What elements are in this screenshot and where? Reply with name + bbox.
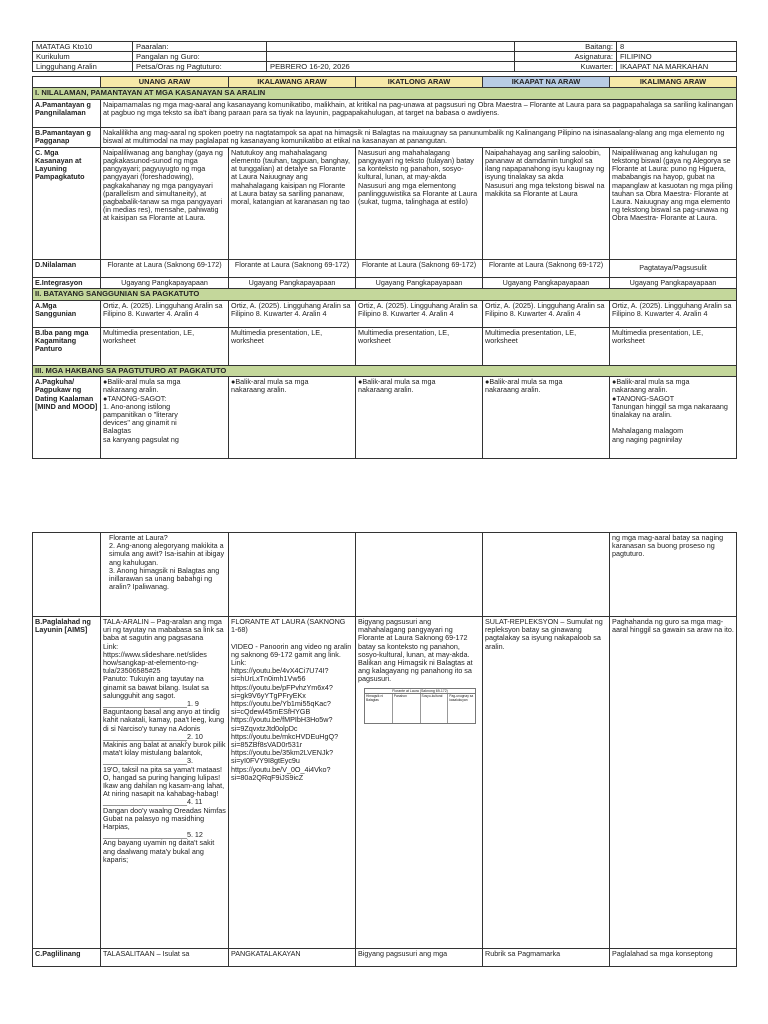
references-day-4: Ortiz, A. (2025). Lingguhang Aralin sa Filipino 8. Kuwarter 4. Aralin 4 (483, 300, 610, 327)
date-label: Petsa/Oras ng Pagtuturo: (133, 62, 267, 72)
prior-knowledge-day-2: ●Balik-aral mula sa mga nakaraang aralin. (229, 377, 356, 459)
teacher-label: Pangalan ng Guro: (133, 52, 267, 62)
materials-day-3: Multimedia presentation, LE, worksheet (356, 327, 483, 365)
continued-day-1: Florante at Laura? 2. Ang-anong alegoryang makikita a simula ang awit? Isa-isahin at ibigay ang kahulugan. 3. Anong himagsik ni Balagtas ang inillarawan sa unang babahgi ng aralin? Ipaliwanag. (101, 533, 229, 617)
development-day-2: PANGKATALAKAYAN (229, 949, 356, 967)
analysis-col-1: Himagsik ni Balagtas (365, 694, 393, 723)
development-day-1: TALASALITAAN – Isulat sa (101, 949, 229, 967)
continued-day-4 (483, 533, 610, 617)
content-standard-label: A.Pamantayan g Pangnilalaman (33, 99, 101, 127)
competency-day-4: Naipahahayag ang sariling saloobin, pananaw at damdamin tungkol sa ilang napapanahong isyu kaugnay ng isyung tinalakay sa akda Nasusuri ang mga tekstong biswal na makikita sa Florante at Laura (483, 147, 610, 259)
lesson-table-continued (32, 532, 737, 967)
subject-value: FILIPINO (617, 52, 737, 62)
content-day-1: Florante at Laura (Saknong 69-172) (101, 259, 229, 277)
continued-label (33, 533, 101, 617)
lesson-table (32, 76, 737, 459)
school-label: Paaralan: (133, 42, 267, 52)
analysis-table-title: Florante at Laura (Saknong 69-172) (365, 689, 475, 694)
content-standard-text: Naipamamalas ng mga mag-aaral ang kasanayang komunikatibo, malikhain, at kritikal na pag-unawa at pagsusuri ng Obra Maestra – Florante at Laura para sa pagpapahalaga sa sariling kalinangan at pagbuo ng mga teksto sa iba't ibang paraan para sa tiyak na layunin, pagpapakahulugan, at target na babasa o awdiyens. (101, 99, 737, 127)
performance-standard-label: B.Pamantayan g Pagganap (33, 127, 101, 147)
content-day-3: Florante at Laura (Saknong 69-172) (356, 259, 483, 277)
continued-day-3 (356, 533, 483, 617)
aims-day-3-cell (356, 617, 483, 949)
section-3-title: III. MGA HAKBANG SA PAGTUTURO AT PAGKATUTO (33, 365, 737, 377)
content-day-5: Pagtataya/Pagsusulit (610, 259, 737, 277)
prior-knowledge-label: A.Pagkuha/ Pagpukaw ng Dating Kaalaman [MIND and MOOD] (33, 377, 101, 459)
day-4-header: IKAAPAT NA ARAW (483, 77, 610, 88)
analysis-col-3: Sosyo-kultural (421, 694, 449, 723)
section-2-title: II. BATAYANG SANGGUNIAN SA PAGKATUTO (33, 289, 737, 301)
materials-day-4: Multimedia presentation, LE, worksheet (483, 327, 610, 365)
section-1-title: I. NILALAMAN, PAMANTAYAN AT MGA KASANAYAN SA ARALIN (33, 88, 737, 100)
teacher-value (267, 52, 515, 62)
grade-label: Baitang: (515, 42, 617, 52)
lesson-type-label: Lingguhang Aralin (33, 62, 133, 72)
school-value (267, 42, 515, 52)
subject-label: Asignatura: (515, 52, 617, 62)
references-day-3: Ortiz, A. (2025). Lingguhang Aralin sa Filipino 8. Kuwarter 4. Aralin 4 (356, 300, 483, 327)
content-day-2: Florante at Laura (Saknong 69-172) (229, 259, 356, 277)
day-5-header: IKALIMANG ARAW (610, 77, 737, 88)
prior-knowledge-day-5: ●Balik-aral mula sa mga nakaraang aralin. ●TANONG-SAGOT Tanungan hinggil sa mga nakaraang tinalakay na aralin. Mahalagang malagom ang naging pagninilay (610, 377, 737, 459)
aims-day-1: TALA-ARALIN – Pag-aralan ang mga uri ng tayutay na mababasa sa link sa baba at sagutin ang pagsasana Link: https://www.slideshare.net/slides how/sangkap-at-elemento-ng-tula/23506585#25 Panuto: Tukuyin ang tayutay na ginamit sa bawat bilang. Isulat sa salungguhit ang sagot. _____________________1. 9 Baguntaong basal ang anyo at tindig kahit nakatali, kamay, paa't leeg, kung di si Narciso'y tunay na Adonis _____________________2. 10 Makinis ang balat at anaki'y burok pilik mata't kilay mistulang balantok, _____________________3. 19'O, taksil na pita sa yama't mataas! O, hangad sa puring hanging lulipas! Ikaw ang dahilan ng kasam-ang lahat, At niring nasapit na kahabag-habag! _____________________4. 11 Dangan doo'y waalng Oreadas Nimfas Gubat na palasyo ng masidhing Harpias, _____________________5. 12 Ang bayang uyamin ng daita't sakit ang daalwang mata'y bukal ang kaparis; (101, 617, 229, 949)
quarter-value: IKAAPAT NA MARKAHAN (617, 62, 737, 72)
integration-day-1: Ugayang Pangkapayapaan (101, 277, 229, 288)
continued-day-2 (229, 533, 356, 617)
competency-day-1: Naipaliliwanag ang banghay (gaya ng pagkakasunod-sunod ng mga pangyayari; pagyuyugto ng mga pangyayari (foreshadowing), pagkakahanay ng mga pangyayari (parallelism and simultaneity), at pagbabalik-tanaw sa mga pangyayari (in medias res), mensahe, pahiwatig at kaisipan sa Florante at Laura. (101, 147, 229, 259)
content-day-4: Florante at Laura (Saknong 69-172) (483, 259, 610, 277)
quarter-label: Kuwarter: (515, 62, 617, 72)
day-2-header: IKALAWANG ARAW (229, 77, 356, 88)
analysis-col-2: Panahon (393, 694, 421, 723)
development-day-5: Paglalahad sa mga konseptong (610, 949, 737, 967)
references-day-2: Ortiz, A. (2025). Lingguhang Aralin sa Filipino 8. Kuwarter 4. Aralin 4 (229, 300, 356, 327)
analysis-col-4: Pag-unugnay sa kasalukuyan (449, 693, 474, 702)
aims-day-3: Bigyang pagsusuri ang mahahalagang pangyayari ng Florante at Laura Saknong 69-172 batay sa konteksto ng panahon, sosyo-kultural, lunan, at may-akda. Balikan ang Himagsik ni Balagtas at ang kalagayang ng panahong ito sa pagsusuri. (358, 617, 473, 684)
prior-knowledge-day-1: ●Balik-aral mula sa mga nakaraang aralin. ●TANONG-SAGOT: 1. Ano-anong istilong pampanitikan o "literary devices" ang ginamit ni Balagtas sa kanyang pagsulat ng (101, 377, 229, 459)
header-table (32, 41, 737, 72)
aims-day-5: Paghahanda ng guro sa mga mag-aaral hinggil sa gawain sa araw na ito. (610, 617, 737, 949)
references-day-1: Ortiz, A. (2025). Lingguhang Aralin sa Filipino 8. Kuwarter 4. Aralin 4 (101, 300, 229, 327)
performance-standard-text: Nakalilikha ang mag-aaral ng spoken poetry na nagtatampok sa apat na himagsik ni Balagtas na maiuugnay sa panunumbalik ng Kalinangang Pilipino na isinasaalang-alang ang mga elemento ng biswal at multimodal na may paglalapat ng kasanayang komunikatibo at etikal na kasanayan at panangutan. (101, 127, 737, 147)
prior-knowledge-day-4: ●Balik-aral mula sa mga nakaraang aralin. (483, 377, 610, 459)
prior-knowledge-day-3: ●Balik-aral mula sa mga nakaraang aralin. (356, 377, 483, 459)
references-label: A.Mga Sanggunian (33, 300, 101, 327)
development-day-4: Rubrik sa Pagmamarka (483, 949, 610, 967)
integration-day-5: Ugayang Pangkapayapaan (610, 277, 737, 288)
development-label: C.Paglilinang (33, 949, 101, 967)
continued-day-5: ng mga mag-aaral batay sa naging karanasan sa buong proseso ng pagtuturo. (610, 533, 737, 617)
integration-day-3: Ugayang Pangkapayapaan (356, 277, 483, 288)
competency-day-5: Naipaliliwanag ang kahulugan ng tekstong biswal (gaya ng Alegorya se Florante at Laura: puno ng Higuera, mababangis na hayop, gubat na mapanglaw at kasuotan ng mga piling tauhan sa Obra Maestra- Florante at Laura. Naiuugnay ang mga elemento ng tekstong biswal sa pag-unawa ng Obra Maestra- Florante at Laura. (610, 147, 737, 259)
curriculum-label-2: Kurikulum (33, 52, 133, 62)
competency-day-2: Natutukoy ang mahahalagang elemento (tauhan, tagpuan, banghay, at tunggalian) at detalye sa Florante at Laura Naiuugnay ang mahahalagang kaisipan ng Florante at Laura batay sa sariling pananaw, moral, katangian at karanasan ng tao (229, 147, 356, 259)
date-value: PEBRERO 16-20, 2026 (267, 62, 515, 72)
day-1-header: UNANG ARAW (101, 77, 229, 88)
aims-day-2: FLORANTE AT LAURA (SAKNONG 1-68) VIDEO - Panoorin ang video ng aralin ng saknong 69-172 gamit ang link. Link: https://youtu.be/4vX4Ci7U74I?si=hUrLxTn0imh1Vw56 https://youtu.be/pFPvhzYm6x4?si=gk9V6yYTgPFryEKx https://youtu.be/Yb1mi55qKac?si=cQdewl45mESfHYGB https://youtu.be/fMPIbH3Ho5w?si=9ZqvxtzJtd0olpDc https://youtu.be/mkcHVDEuHgQ?si=85ZBf8sVAD0r531r https://youtu.be/35km2LVENJk?si=yI0FVY9I8gtEyc9u https://youtu.be/V_0O_4i4Vko?si=80a2QRqF9iJS9icZ (229, 617, 356, 949)
lesson-plan-page-1 (32, 41, 736, 459)
references-day-5: Ortiz, A. (2025). Lingguhang Aralin sa Filipino 8. Kuwarter 4. Aralin 4 (610, 300, 737, 327)
aims-label: B.Paglalahad ng Layunin [AIMS] (33, 617, 101, 949)
materials-day-5: Multimedia presentation, LE, worksheet (610, 327, 737, 365)
aims-day-4: SULAT-REPLEKSYON – Sumulat ng repleksyon batay sa ginawang pagtalakay sa isyung nakapaloob sa aralin. (483, 617, 610, 949)
curriculum-label: MATATAG Kto10 (33, 42, 133, 52)
day-3-header: IKATLONG ARAW (356, 77, 483, 88)
development-day-3: Bigyang pagsusuri ang mga (356, 949, 483, 967)
materials-label: B.Iba pang mga Kagamitang Panturo (33, 327, 101, 365)
content-label: D.Nilalaman (33, 259, 101, 277)
competency-day-3: Nasusuri ang mahahalagang pangyayari ng teksto (tulayan) batay sa konteksto ng panahon, sosyo-kultural, lunan, at may-akda Nasusuri ang mga elementong panlingguwistika sa Florante at Laura (sukat, tugma, talinghaga at estilo) (356, 147, 483, 259)
integration-day-4: Ugayang Pangkapayapaan (483, 277, 610, 288)
lesson-plan-page-2 (32, 532, 736, 967)
analysis-table-thumbnail (364, 688, 476, 724)
integration-day-2: Ugayang Pangkapayapaan (229, 277, 356, 288)
competencies-label: C. Mga Kasanayan at Layuning Pampagkatuto (33, 147, 101, 259)
materials-day-2: Multimedia presentation, LE, worksheet (229, 327, 356, 365)
corner-cell (33, 77, 101, 88)
grade-value: 8 (617, 42, 737, 52)
materials-day-1: Multimedia presentation, LE, worksheet (101, 327, 229, 365)
integration-label: E.Integrasyon (33, 277, 101, 288)
